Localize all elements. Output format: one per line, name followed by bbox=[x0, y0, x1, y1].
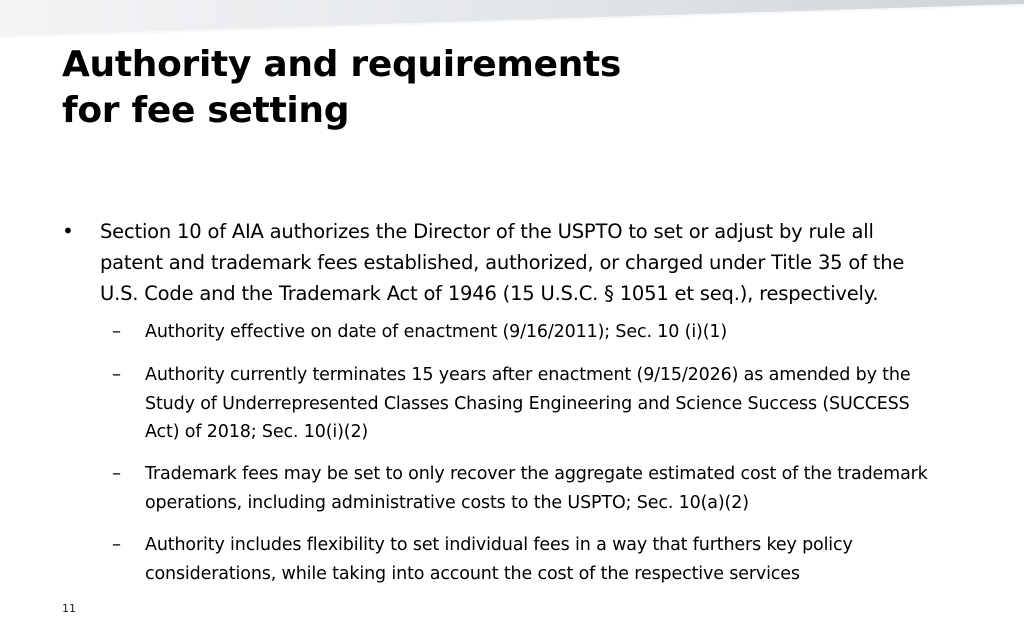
sub-bullet-item bbox=[112, 318, 942, 347]
top-decorative-band bbox=[0, 0, 1024, 40]
bullet-marker: • bbox=[62, 219, 74, 243]
main-bullet bbox=[62, 216, 942, 309]
sub-bullet-text: Authority currently terminates 15 years after enactment (9/15/2026) as amended by the Study of Underrepresented Classes Chasing Engineering and Science Success (SUCCESS Act) of 2018; Sec. 10(i)(2) bbox=[145, 365, 911, 442]
sub-bullet-item bbox=[112, 531, 942, 588]
dash-marker: – bbox=[112, 321, 121, 342]
slide-title-line-2: for fee setting bbox=[62, 90, 350, 131]
sub-bullet-text: Authority effective on date of enactment (9/16/2011); Sec. 10 (i)(1) bbox=[145, 322, 728, 342]
dash-marker: – bbox=[112, 534, 121, 555]
dash-marker: – bbox=[112, 364, 121, 385]
page-number: 11 bbox=[62, 602, 76, 615]
dash-marker: – bbox=[112, 463, 121, 484]
sub-bullet-item bbox=[112, 460, 942, 517]
sub-bullet-text: Authority includes flexibility to set individual fees in a way that furthers key policy considerations, while taking into account the cost of the respective services bbox=[145, 535, 853, 584]
slide-title-line-1: Authority and requirements bbox=[62, 44, 622, 85]
slide-title bbox=[62, 42, 762, 134]
sub-bullet-text: Trademark fees may be set to only recover the aggregate estimated cost of the trademark operations, including administrative costs to the USPTO; Sec. 10(a)(2) bbox=[145, 464, 928, 513]
sub-bullet-item bbox=[112, 361, 942, 447]
main-bullet-text: Section 10 of AIA authorizes the Director of the USPTO to set or adjust by rule all patent and trademark fees established, authorized, or charged under Title 35 of the U.S. Code and the Trademark Act of 1946 (15 U.S.C. § 1051 et seq.), respectively. bbox=[100, 220, 905, 305]
